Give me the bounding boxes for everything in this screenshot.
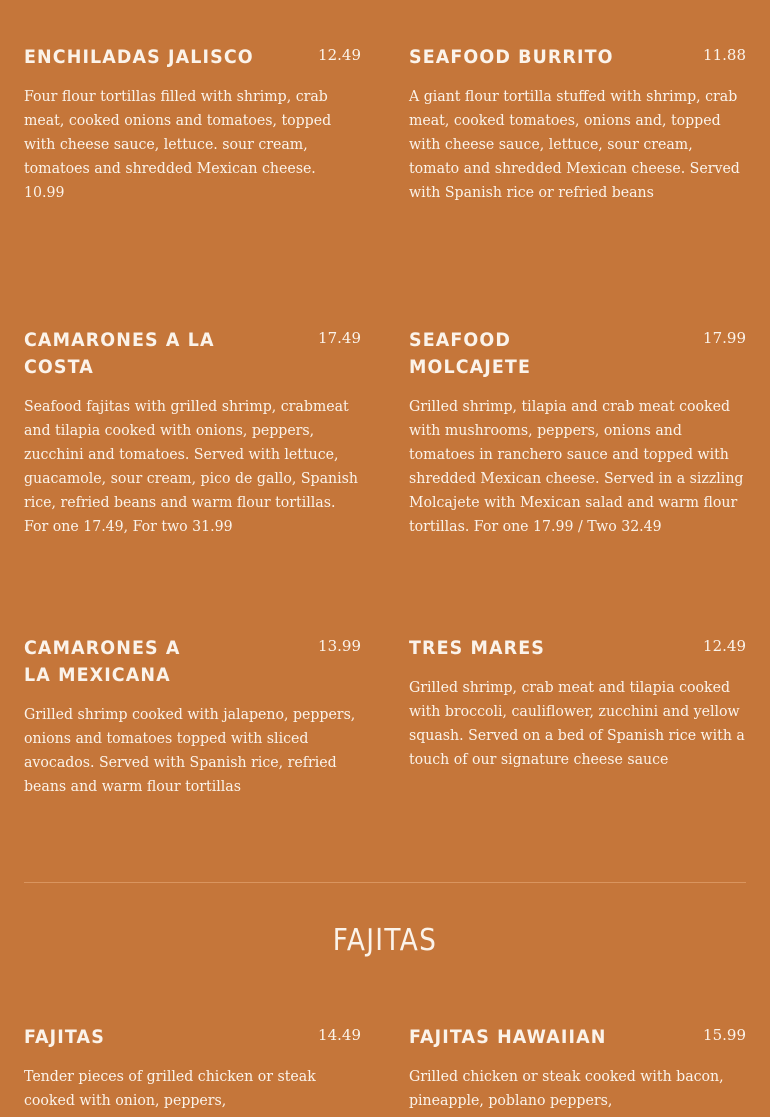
item-description: Grilled shrimp, crab meat and tilapia cooked with broccoli, cauliflower, zucchini and yellow squash. Served on a bed of Spanish rice with a touch of our signature cheese sauce — [409, 678, 745, 768]
item-description: Grilled shrimp cooked with jalapeno, peppers, onions and tomatoes topped with sliced avocados. Served with Spanish rice, refried beans and warm flour tortillas — [24, 705, 356, 795]
menu-item — [24, 635, 361, 798]
item-price: 15.99 — [703, 1026, 746, 1044]
item-price: 17.99 — [703, 329, 746, 347]
item-name: FAJITAS — [24, 1026, 105, 1048]
item-description: Tender pieces of grilled chicken or steak cooked with onion, peppers, — [24, 1067, 316, 1109]
item-price: 17.49 — [318, 329, 361, 347]
item-description: Four flour tortillas filled with shrimp, crab meat, cooked onions and tomatoes, topped with cheese sauce, lettuce. sour cream, tomatoes and shredded Mexican cheese. 10.99 — [24, 87, 332, 201]
item-description: Grilled chicken or steak cooked with bacon, pineapple, poblano peppers, — [409, 1067, 724, 1109]
item-description: Seafood fajitas with grilled shrimp, crabmeat and tilapia cooked with onions, peppers, zucchini and tomatoes. Served with lettuce, guacamole, sour cream, pico de gallo, Spanish rice, refried beans and warm flour tortillas. For one 17.49, For two 31.99 — [24, 397, 358, 535]
item-name: ENCHILADAS JALISCO — [24, 46, 254, 68]
menu-item — [409, 327, 746, 538]
item-name: SEAFOOD BURRITO — [409, 46, 614, 68]
menu-item — [409, 1024, 746, 1112]
section-title: FAJITAS — [332, 923, 438, 958]
item-name: SEAFOOD MOLCAJETE — [409, 329, 532, 378]
item-price: 14.49 — [318, 1026, 361, 1044]
menu-item — [24, 1024, 361, 1112]
menu-item — [409, 635, 746, 771]
item-price: 12.49 — [703, 637, 746, 655]
section-divider — [24, 882, 746, 883]
item-name: FAJITAS HAWAIIAN — [409, 1026, 607, 1048]
item-description: Grilled shrimp, tilapia and crab meat cooked with mushrooms, peppers, onions and tomatoes in ranchero sauce and topped with shredded Mexican cheese. Served in a sizzling Molcajete with Mexican salad and warm flour tortillas. For one 17.99 / Two 32.49 — [409, 397, 744, 535]
menu-item — [409, 44, 746, 204]
item-name: CAMARONES A LA MEXICANA — [24, 637, 181, 686]
menu-item — [24, 44, 361, 204]
item-price: 13.99 — [318, 637, 361, 655]
menu-item — [24, 327, 361, 538]
item-description: A giant flour tortilla stuffed with shrimp, crab meat, cooked tomatoes, onions and, topped with cheese sauce, lettuce, sour cream, tomato and shredded Mexican cheese. Served with Spanish rice or refried beans — [409, 87, 740, 201]
item-price: 11.88 — [703, 46, 746, 64]
item-name: TRES MARES — [409, 637, 545, 659]
item-price: 12.49 — [318, 46, 361, 64]
item-name: CAMARONES A LA COSTA — [24, 329, 215, 378]
